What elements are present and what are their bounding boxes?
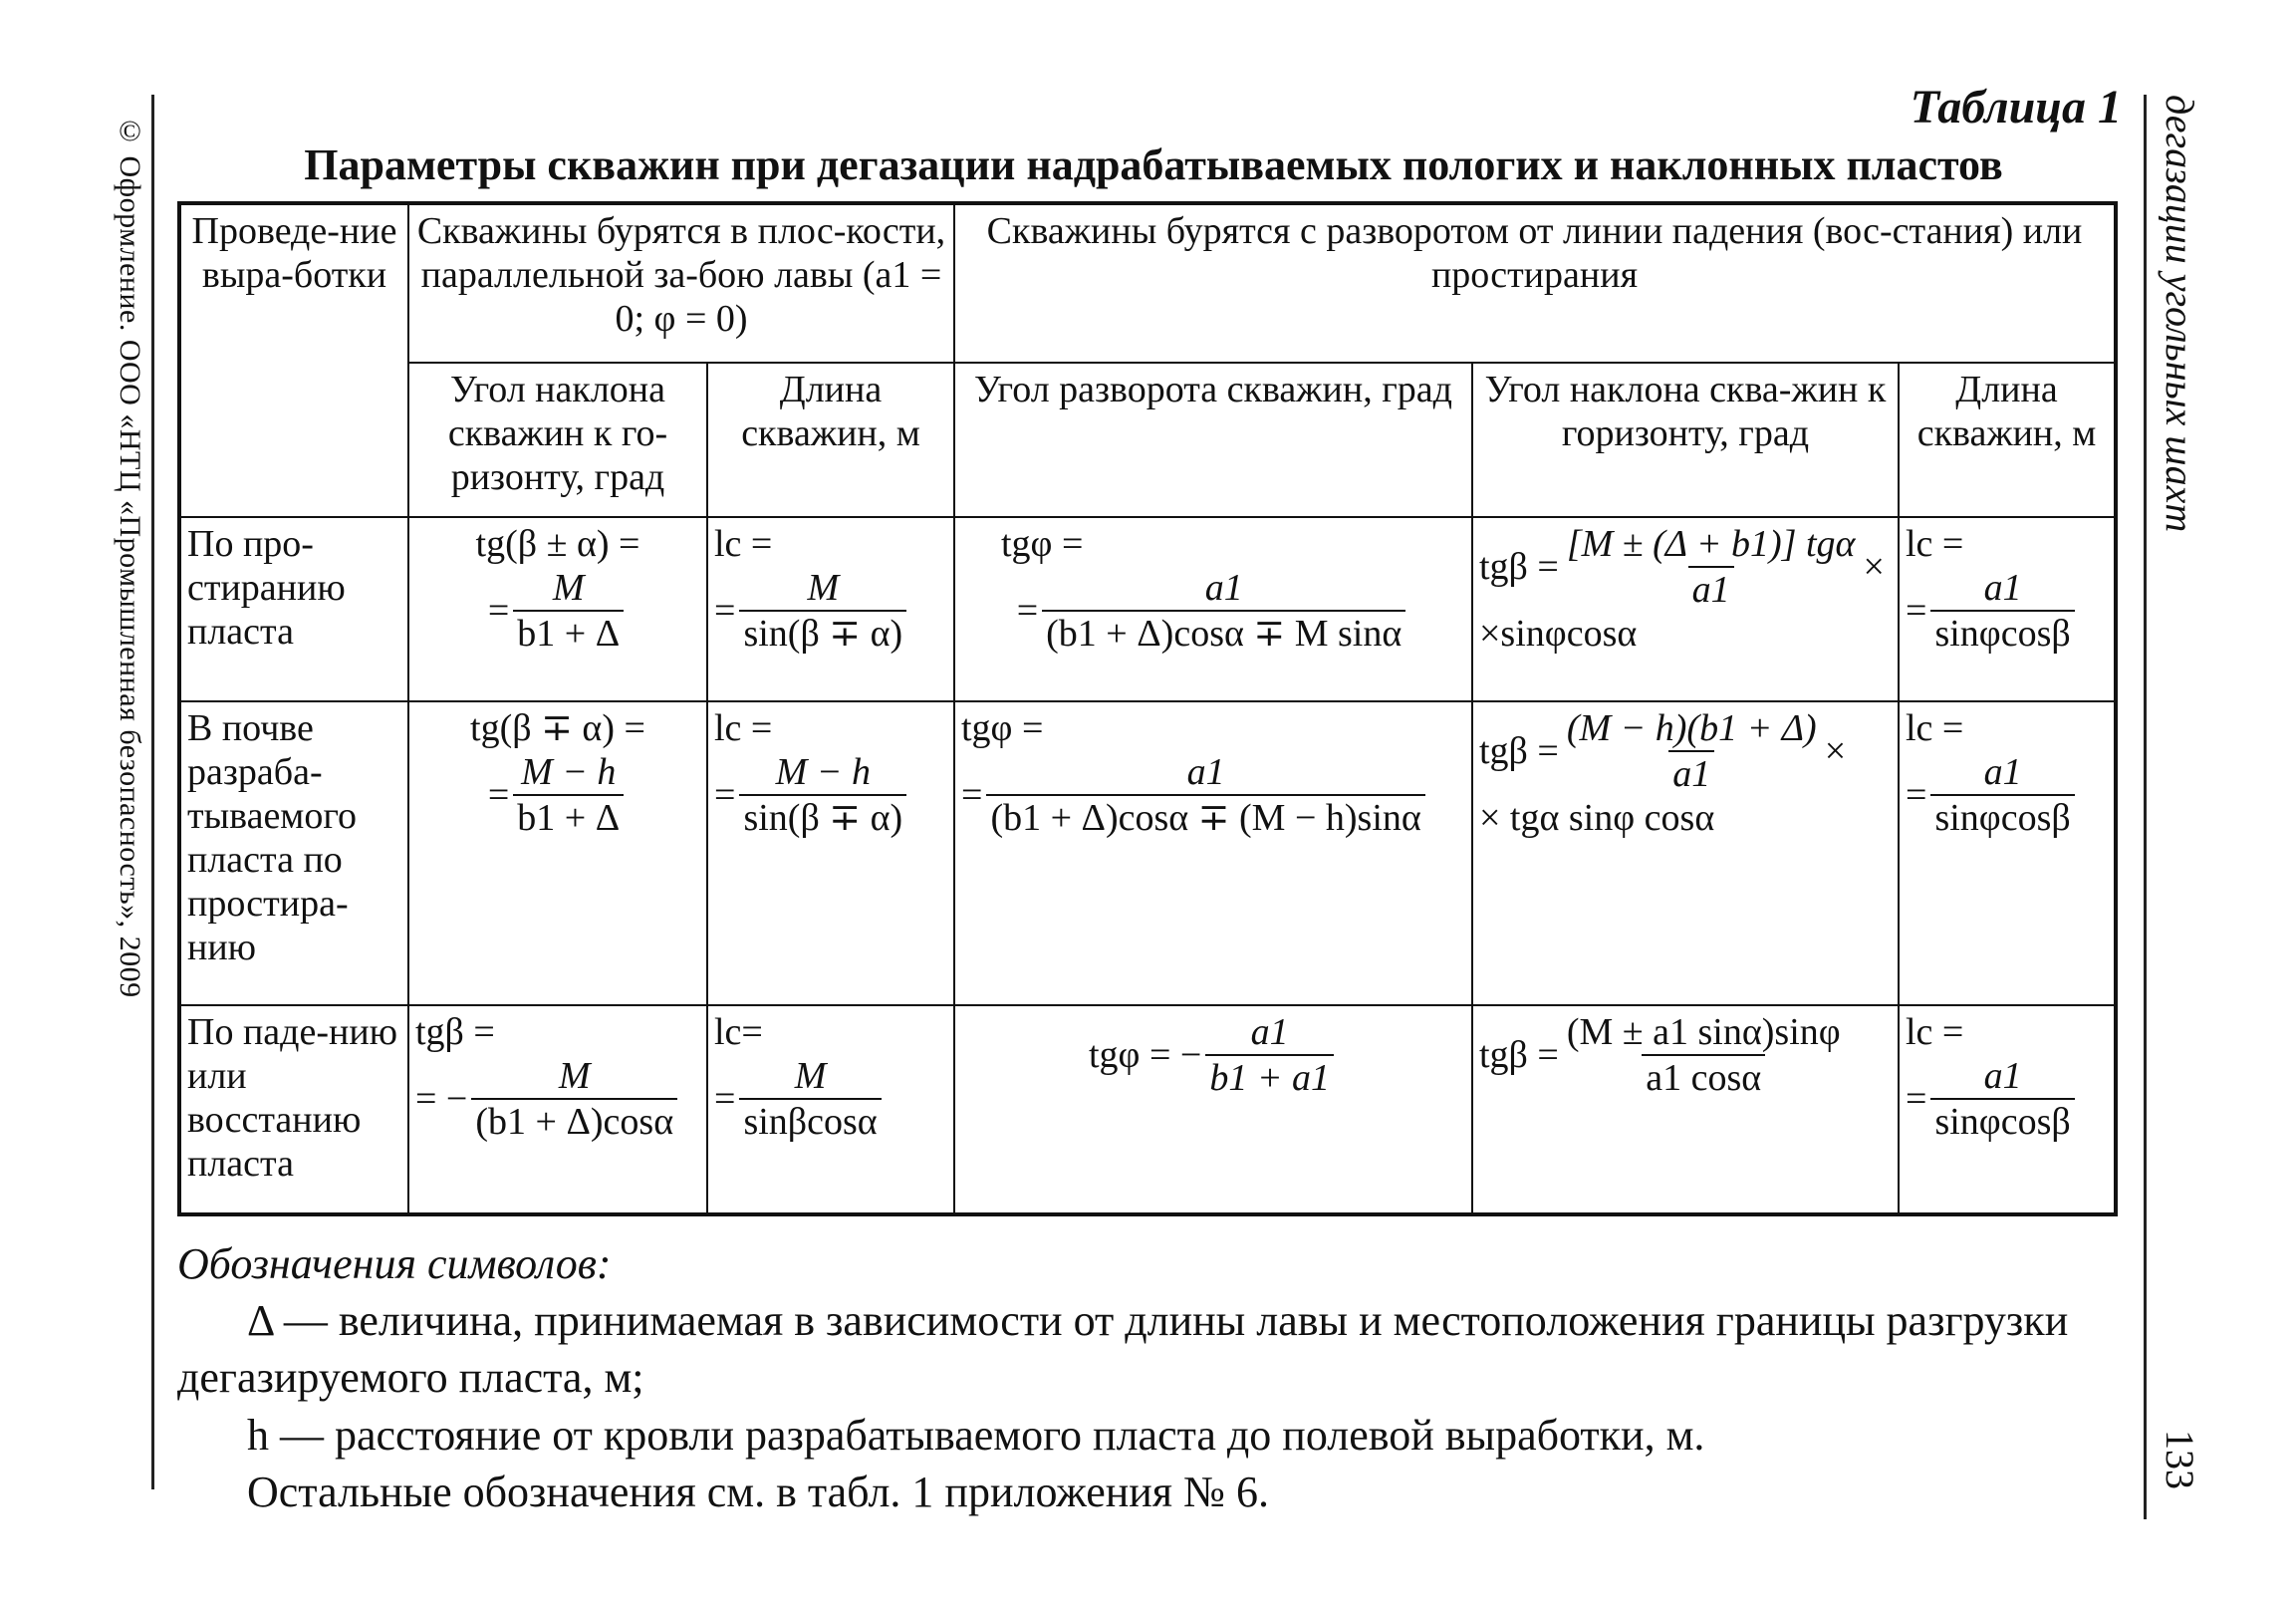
numerator: M [794,1055,827,1098]
formula-cell [408,517,707,701]
header-incline: Угол наклона сква-жин к горизонту, град [1472,363,1899,517]
copyright-text: © Оформление. ООО «НТЦ «Промышленная безопасность», 2009 [114,115,146,998]
formula-eq: = [487,590,510,633]
formula-cell [954,701,1472,1005]
numerator: (M ± a1 sinα)sinφ [1566,1011,1841,1053]
header-angle: Угол наклона скважин к го-ризонту, град [408,363,707,517]
formula-lhs: tgβ = [1479,546,1559,589]
formula-cell [1899,517,2116,701]
numerator: M − h [521,751,617,794]
formula-cell [1472,701,1899,1005]
formula-cell [707,1005,954,1214]
numerator: M − h [775,751,871,794]
numerator: [M ± (Δ + b1)] tgα [1566,523,1856,565]
table-row [179,1005,2116,1214]
running-title: дегазации угольных шахт [2158,95,2202,533]
formula-top: lс = [1906,523,1964,565]
numerator: a1 [1186,751,1225,794]
denominator: (b1 + Δ)cosα ∓ (M − h)sinα [986,794,1424,840]
formula-eq: = [1016,590,1039,633]
table-label: Таблица 1 [1910,81,2122,134]
formula-top: lс = [1906,1011,1964,1053]
numerator: M [558,1055,591,1098]
table-row [179,701,2116,1005]
formula-cell [1472,1005,1899,1214]
formula-top: lс = [714,707,773,749]
formula-cell [1899,1005,2116,1214]
page-number: 133 [2158,1430,2202,1489]
formula-eq: = [961,774,983,817]
formula-eq: = − [415,1078,468,1121]
left-margin-rule [151,95,154,1489]
numerator: a1 [1983,567,2022,610]
denominator: sinφcosβ [1930,794,2074,840]
formula-cell [408,701,707,1005]
denominator: sinφcosβ [1930,1098,2074,1144]
formula-top: tg(β ∓ α) = [470,707,645,749]
denominator: b1 + Δ [513,794,624,840]
notes-heading: Обозначения символов: [177,1239,612,1288]
numerator: a1 [1250,1011,1289,1053]
denominator: sinφcosβ [1930,610,2074,656]
header-length-2: Длина скважин, м [1899,363,2116,517]
denominator: a1 [1688,566,1734,612]
denominator: (b1 + Δ)cosα ∓ M sinα [1042,610,1405,656]
formula-top: lс= [714,1011,763,1053]
formula-top: tgφ = [1001,523,1084,565]
formula-eq: = [1906,774,1927,817]
denominator: sin(β ∓ α) [739,610,906,656]
note-delta: Δ — величина, принимаемая в зависимости от длины лавы и местоположения границы разгрузки дегазируемого пласта, м; [177,1296,2069,1403]
formula-top: lс = [714,523,773,565]
numerator: M [552,567,585,610]
numerator: a1 [1983,1055,2022,1098]
formula-lhs: tgβ = [1479,1034,1559,1077]
formula-top: tg(β ± α) = [475,523,640,565]
denominator: b1 + a1 [1205,1054,1334,1100]
formula-top: tgφ = [961,707,1044,749]
copyright-strip [100,95,159,1499]
denominator: a1 cosα [1642,1054,1765,1100]
note-h: h — расстояние от кровли разрабатываемого пласта до полевой выработки, м. [247,1410,1705,1460]
formula-bottom: ×sinφcosα [1479,613,1638,656]
running-header-strip [2132,95,2211,1519]
formula-eq: = [1906,1078,1927,1121]
formula-cell [1472,517,1899,701]
formula-tail: × [1824,730,1847,773]
numerator: M [807,567,840,610]
formula-cell [408,1005,707,1214]
formula-eq: = [714,1078,736,1121]
denominator: a1 [1668,750,1714,796]
note-other: Остальные обозначения см. в табл. 1 приложения № 6. [247,1467,1270,1516]
header-parallel-group: Скважины бурятся в плос-кости, параллельной за-бою лавы (a1 = 0; φ = 0) [408,203,954,363]
formula-lhs: tgφ = − [1088,1034,1202,1077]
formula-cell [707,517,954,701]
row-label: По про-стиранию пласта [179,517,408,701]
right-margin-rule [2144,95,2147,1519]
row-label: В почве разраба-тываемого пласта по простира-нию [179,701,408,1005]
symbol-notes [177,1235,2114,1520]
header-turned-group: Скважины бурятся с разворотом от линии падения (вос-стания) или простирания [954,203,2116,363]
formula-eq: = [1906,590,1927,633]
formula-cell [954,1005,1472,1214]
denominator: sinβcosα [739,1098,881,1144]
formula-tail: × [1863,546,1885,589]
row-label: По паде-нию или восстанию пласта [179,1005,408,1214]
formula-cell [954,517,1472,701]
formula-eq: = [487,774,510,817]
formula-cell [1899,701,2116,1005]
table-row [179,517,2116,701]
formula-eq: = [714,774,736,817]
formula-top: tgβ = [415,1011,495,1053]
table-title: Параметры скважин при дегазации надрабатываемых пологих и наклонных пластов [304,140,2003,189]
header-turn-angle: Угол разворота скважин, град [954,363,1472,517]
formula-lhs: tgβ = [1479,730,1559,773]
numerator: a1 [1983,751,2022,794]
formula-bottom: × tgα sinφ cosα [1479,797,1715,840]
parameters-table [177,201,2118,1216]
denominator: sin(β ∓ α) [739,794,906,840]
formula-cell [707,701,954,1005]
denominator: b1 + Δ [513,610,624,656]
formula-eq: = [714,590,736,633]
numerator: (M − h)(b1 + Δ) [1566,707,1817,749]
numerator: a1 [1204,567,1243,610]
header-length: Длина скважин, м [707,363,954,517]
header-work: Проведе-ние выра-ботки [179,203,408,517]
formula-top: lс = [1906,707,1964,749]
denominator: (b1 + Δ)cosα [471,1098,677,1144]
